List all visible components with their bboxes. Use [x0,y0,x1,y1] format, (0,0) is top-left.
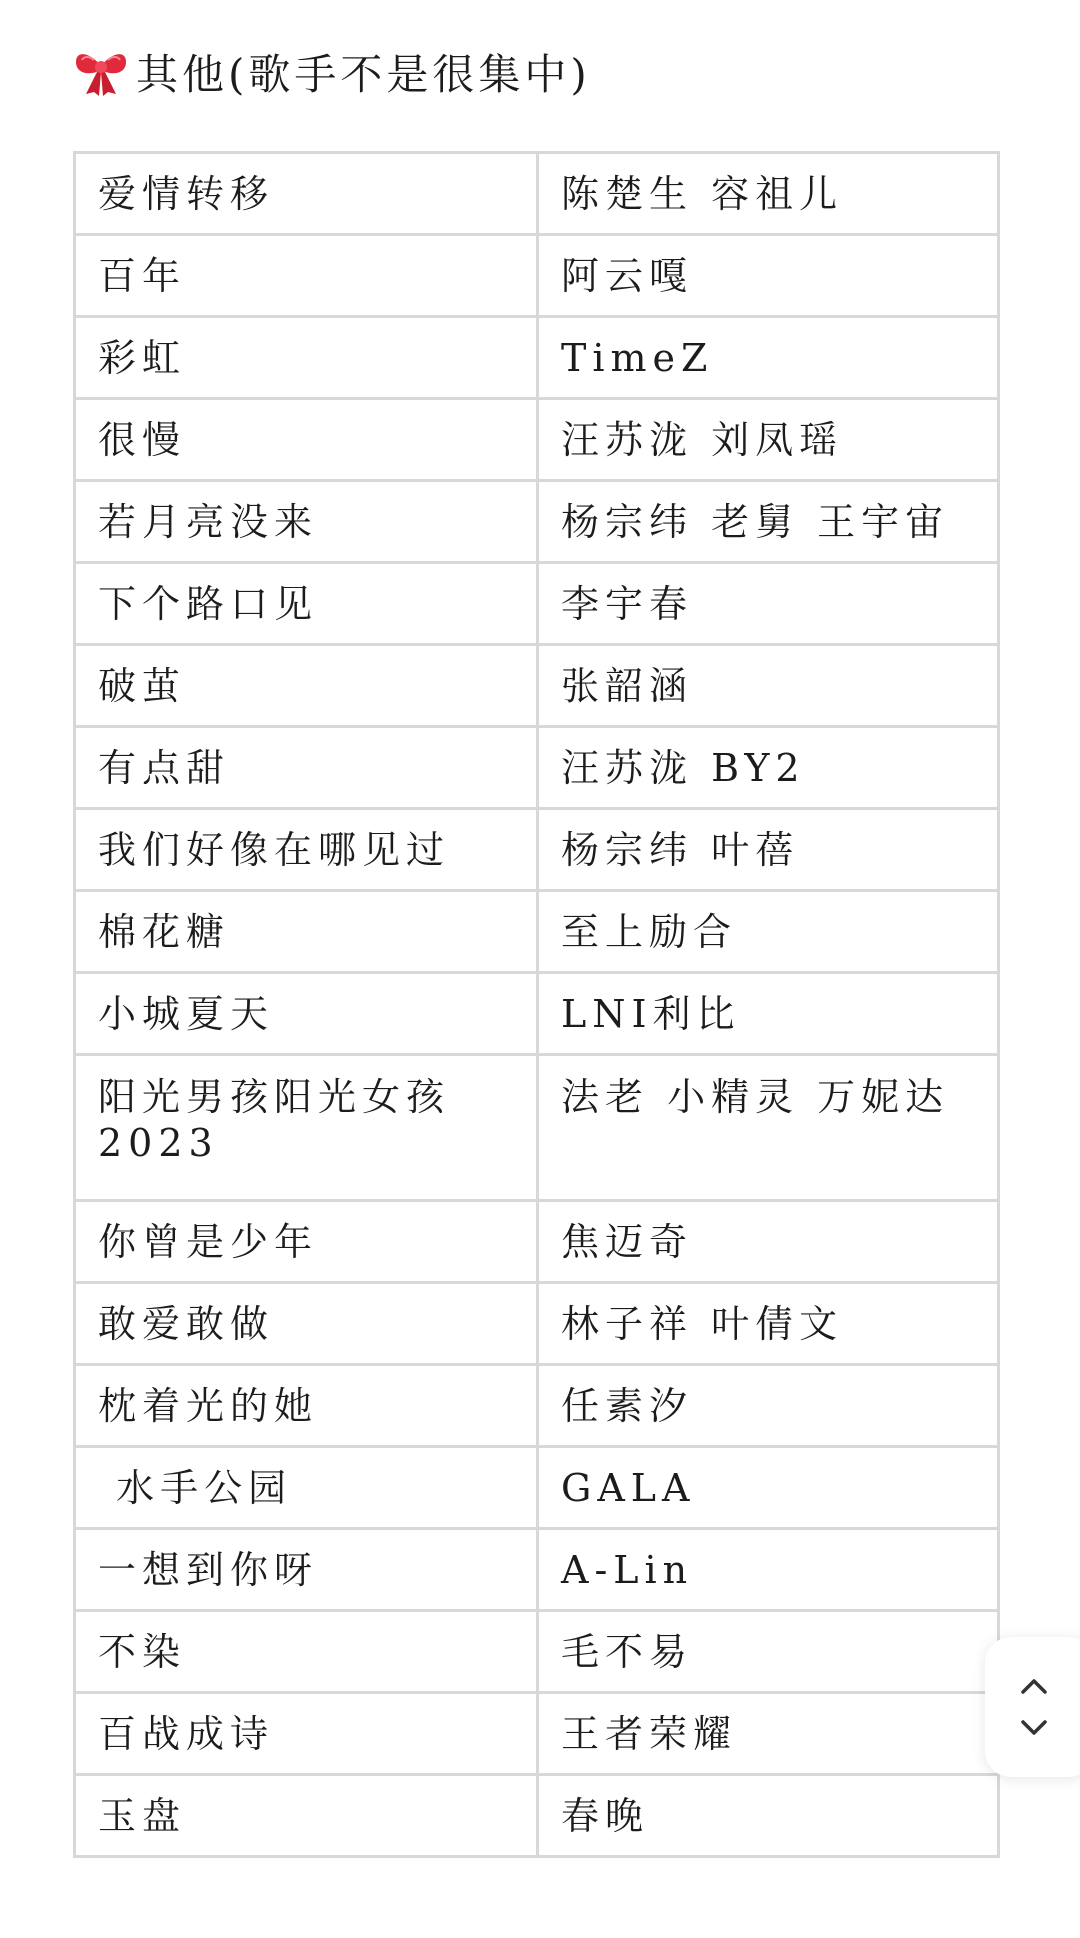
song-title-cell: 你曾是少年 [75,1201,538,1283]
table-row [75,809,999,891]
artist-cell: 林子祥 叶倩文 [538,1283,999,1365]
artist-cell: 杨宗纬 叶蓓 [538,809,999,891]
artist-cell: 杨宗纬 老舅 王宇宙 [538,481,999,563]
table-row [75,317,999,399]
artist-cell: 汪苏泷 刘凤瑶 [538,399,999,481]
table-row [75,1693,999,1775]
song-title-cell: 不染 [75,1611,538,1693]
song-title-cell: 彩虹 [75,317,538,399]
song-title-cell: 百年 [75,235,538,317]
table-row [75,1055,999,1201]
table-row [75,1283,999,1365]
table-row [75,399,999,481]
song-title-cell: 下个路口见 [75,563,538,645]
song-title-cell: 百战成诗 [75,1693,538,1775]
song-title-cell: 玉盘 [75,1775,538,1857]
table-row [75,1529,999,1611]
artist-cell: TimeZ [538,317,999,399]
artist-cell: 焦迈奇 [538,1201,999,1283]
table-row [75,1365,999,1447]
artist-cell: 至上励合 [538,891,999,973]
song-title-cell: 敢爱敢做 [75,1283,538,1365]
song-title-cell: 水手公园 [75,1447,538,1529]
song-title-cell: 爱情转移 [75,153,538,235]
song-title-cell: 一想到你呀 [75,1529,538,1611]
table-row [75,1447,999,1529]
chevron-down-icon [1020,1719,1048,1737]
song-title-cell: 小城夏天 [75,973,538,1055]
table-row [75,563,999,645]
song-title-cell: 有点甜 [75,727,538,809]
artist-cell: 阿云嘎 [538,235,999,317]
table-row [75,1201,999,1283]
table-row [75,973,999,1055]
artist-cell: 法老 小精灵 万妮达 [538,1055,999,1201]
scroll-down-button[interactable] [1012,1715,1068,1741]
song-title-cell: 棉花糖 [75,891,538,973]
table-row [75,891,999,973]
song-title-cell: 破茧 [75,645,538,727]
song-title-cell: 很慢 [75,399,538,481]
song-title-cell: 我们好像在哪见过 [75,809,538,891]
table-row [75,645,999,727]
table-row [75,235,999,317]
artist-cell: 春晚 [538,1775,999,1857]
scroll-up-button[interactable] [1012,1673,1068,1699]
ribbon-bow-icon [72,46,130,98]
artist-cell: 李宇春 [538,563,999,645]
table-row [75,481,999,563]
page-heading [72,42,591,102]
artist-cell: 陈楚生 容祖儿 [538,153,999,235]
artist-cell: GALA [538,1447,999,1529]
table-row [75,1611,999,1693]
artist-cell: 任素汐 [538,1365,999,1447]
song-title-cell: 若月亮没来 [75,481,538,563]
song-table [73,151,1000,1858]
artist-cell: 汪苏泷 BY2 [538,727,999,809]
song-title-cell: 阳光男孩阳光女孩2023 [75,1055,538,1201]
table-row [75,1775,999,1857]
artist-cell: 张韶涵 [538,645,999,727]
artist-cell: A-Lin [538,1529,999,1611]
table-row [75,153,999,235]
artist-cell: 王者荣耀 [538,1693,999,1775]
chevron-up-icon [1020,1677,1048,1695]
song-title-cell: 枕着光的她 [75,1365,538,1447]
table-row [75,727,999,809]
artist-cell: 毛不易 [538,1611,999,1693]
heading-text: 其他(歌手不是很集中) [136,50,591,99]
artist-cell: LNI利比 [538,973,999,1055]
scroll-widget [985,1637,1080,1777]
